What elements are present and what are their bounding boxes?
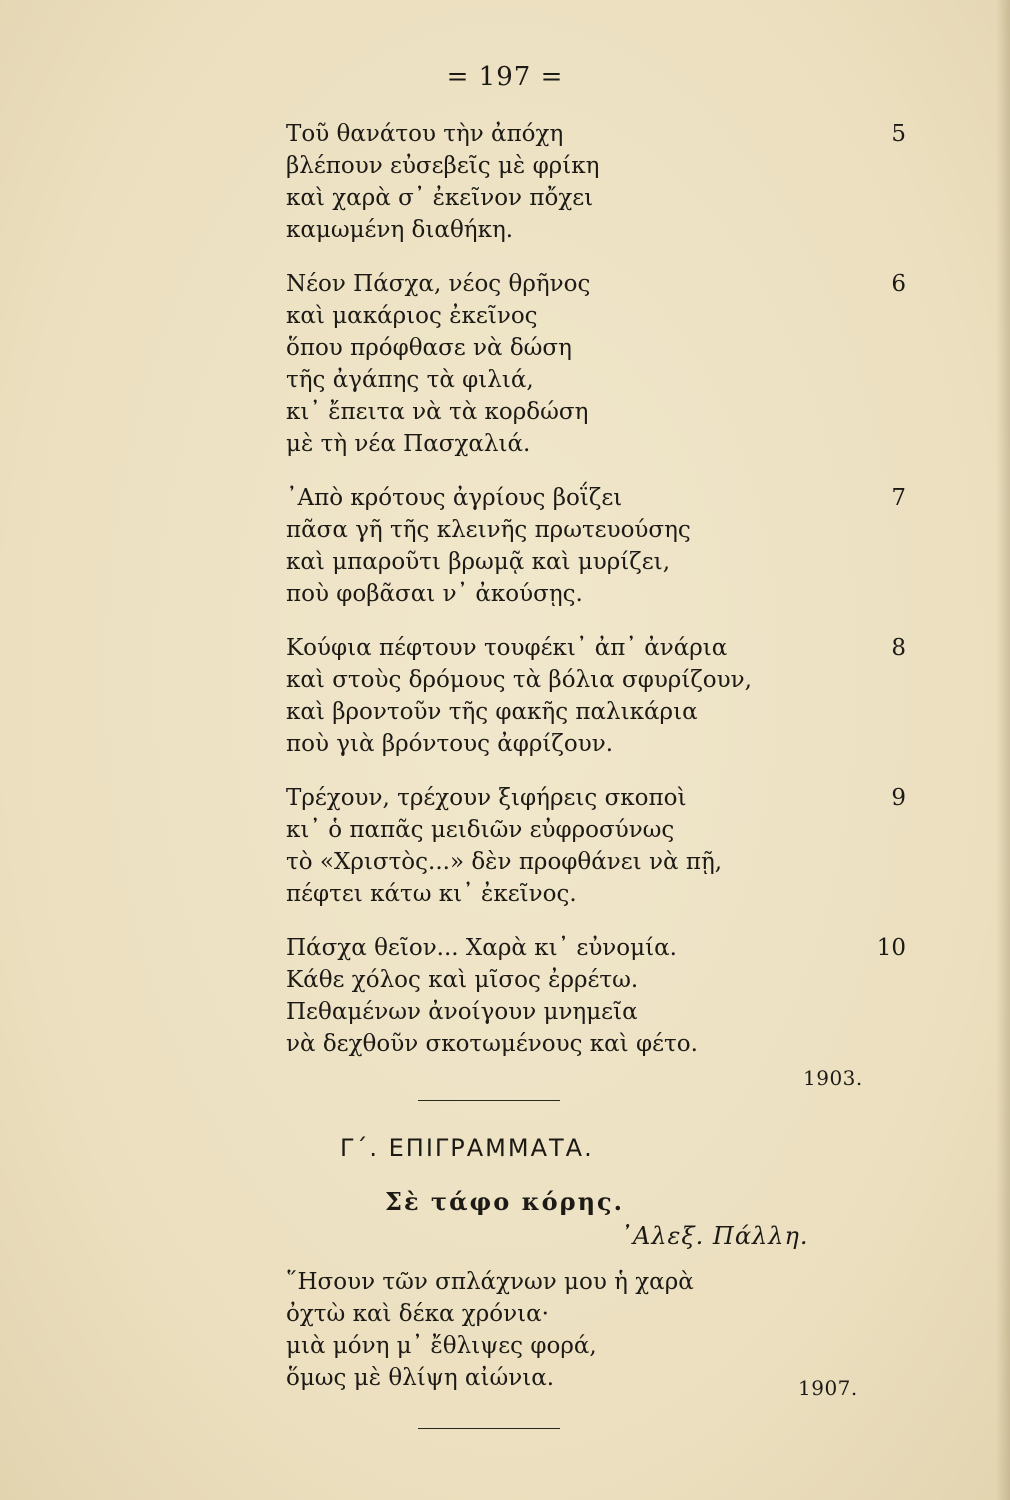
verse-line: Κούφια πέφτουν τουφέκι᾿ ἀπ᾿ ἀνάρια 8 — [286, 632, 906, 664]
verse-line: ὅπου πρόφθασε νὰ δώση — [286, 335, 572, 361]
verse-line: καὶ χαρὰ σ᾿ ἐκεῖνον πὄχει — [286, 185, 594, 211]
verse-line: κι᾿ ὁ παπᾶς μειδιῶν εὐφροσύνως — [286, 817, 675, 843]
verse-line: Νέον Πάσχα, νέος θρῆνος 6 — [286, 268, 906, 300]
stanza-6 — [286, 268, 906, 460]
verse-line: πέφτει κάτω κι᾿ ἐκεῖνος. — [286, 881, 577, 907]
verse-line: νὰ δεχθοῦν σκοτωμένους καὶ φέτο. — [286, 1031, 698, 1057]
verse-line: ῞Ησουν τῶν σπλάχνων μου ἡ χαρὰ — [286, 1269, 694, 1295]
stanza-number: 10 — [876, 935, 906, 961]
page-number-header: = 197 = — [446, 62, 564, 92]
verse-line: μιὰ μόνη μ᾿ ἔθλιψες φορά, — [286, 1333, 597, 1359]
epigram-title: Σὲ τάφο κόρης. — [385, 1187, 624, 1216]
verse-line: καὶ βροντοῦν τῆς φακῆς παλικάρια — [286, 699, 698, 725]
verse-line: καὶ μακάριος ἐκεῖνος — [286, 303, 538, 329]
verse-line: καὶ μπαροῦτι βρωμᾷ καὶ μυρίζει, — [286, 549, 671, 575]
verse-line: τῆς ἀγάπης τὰ φιλιά, — [286, 367, 534, 393]
poem-date: 1903. — [803, 1066, 863, 1090]
epigram-verses — [286, 1266, 906, 1394]
end-divider — [418, 1428, 560, 1429]
stanza-number: 8 — [891, 635, 906, 661]
verse-line: τὸ «Χριστὸς...» δὲν προφθάνει νὰ πῇ, — [286, 849, 723, 875]
stanza-number: 5 — [891, 121, 906, 147]
verse-line: ᾿Απὸ κρότους ἀγρίους βοΐζει 7 — [286, 482, 906, 514]
verse-line: Τοῦ θανάτου τὴν ἀπόχη 5 — [286, 118, 906, 150]
verse-line: ὀχτὼ καὶ δέκα χρόνια· — [286, 1301, 549, 1327]
verse-line: κι᾿ ἔπειτα νὰ τὰ κορδώση — [286, 399, 589, 425]
verse-line: καμωμένη διαθήκη. — [286, 217, 514, 243]
stanza-5 — [286, 118, 906, 246]
verse-line: βλέπουν εὐσεβεῖς μὲ φρίκη — [286, 153, 600, 179]
verse-line: Πάσχα θεῖον... Χαρὰ κι᾿ εὐνομία. 10 — [286, 932, 906, 964]
stanza-10 — [286, 932, 906, 1060]
verse-line: Κάθε χόλος καὶ μῖσος ἐρρέτω. — [286, 967, 639, 993]
stanza-number: 7 — [891, 485, 906, 511]
stanza-number: 9 — [891, 785, 906, 811]
verse-line: μὲ τὴ νέα Πασχαλιά. — [286, 431, 531, 457]
epigram-author: ᾿Αλεξ. Πάλλη. — [620, 1222, 809, 1250]
verse-line: Τρέχουν, τρέχουν ξιφήρεις σκοποὶ 9 — [286, 782, 906, 814]
stanza-8 — [286, 632, 906, 760]
verse-line: καὶ στοὺς δρόμους τὰ βόλια σφυρίζουν, — [286, 667, 752, 693]
stanza-7 — [286, 482, 906, 610]
stanza-9 — [286, 782, 906, 910]
verse-line: ποὺ φοβᾶσαι ν᾿ ἀκούσῃς. — [286, 581, 583, 607]
section-divider — [418, 1100, 560, 1101]
verse-line: ποὺ γιὰ βρόντους ἀφρίζουν. — [286, 731, 614, 757]
section-title: Γ΄. ΕΠΙΓΡΑΜΜΑΤΑ. — [340, 1134, 594, 1162]
verse-line: Πεθαμένων ἀνοίγουν μνημεῖα — [286, 999, 638, 1025]
page-edge-shadow — [996, 0, 1010, 1500]
verse-line: ὅμως μὲ θλίψη αἰώνια. — [286, 1365, 555, 1391]
verse-line: πᾶσα γῆ τῆς κλεινῆς πρωτευούσης — [286, 517, 691, 543]
stanza-number: 6 — [891, 271, 906, 297]
epigram-date: 1907. — [798, 1376, 858, 1400]
